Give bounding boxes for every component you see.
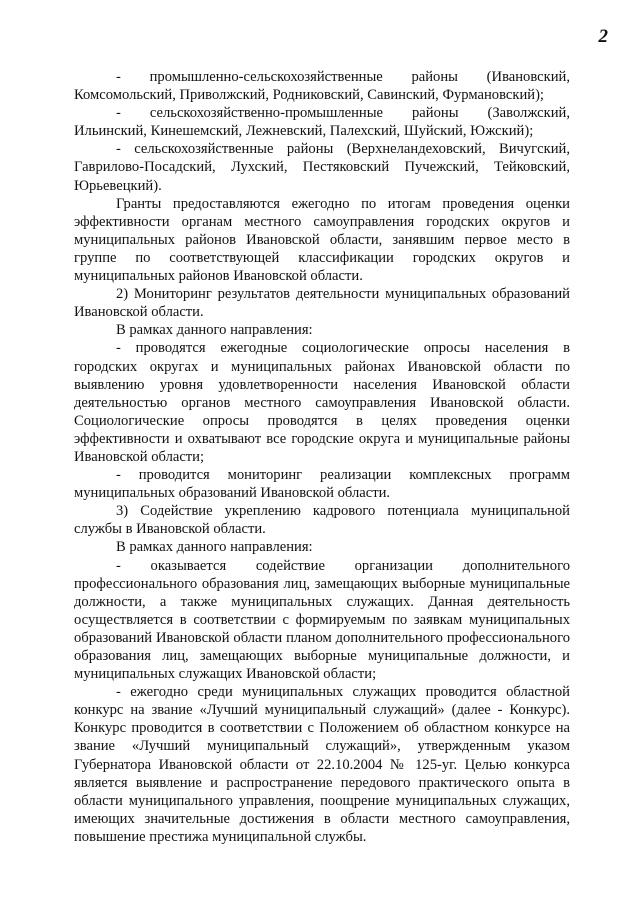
paragraph-agricultural-districts: - сельскохозяйственные районы (Верхнеландеховский, Вичугский, Гаврилово-Посадский, Лухский, Пестяковский Пучежский, Тейковский, Юрьевецкий). bbox=[74, 141, 570, 194]
paragraph-program-monitoring: - проводится мониторинг реализации комплексных программ муниципальных образований Ивановской области. bbox=[74, 467, 570, 502]
paragraph-professional-education: - оказывается содействие организации дополнительного профессионального образования лиц, замещающих выборные муниципальные должности, а также муниципальных служащих. Данная деятельность осуществляется в соответствии с формируемым по заявкам муниципальных образований Ивановской области планом дополнительного профессионального образования лиц, замещающих выборные муниципальные должности, и муниципальных служащих Ивановской области; bbox=[74, 557, 570, 683]
paragraph-personnel-heading: 3) Содействие укреплению кадрового потенциала муниципальной службы в Ивановской области. bbox=[74, 503, 570, 538]
paragraph-agricultural-industrial-districts: - сельскохозяйственно-промышленные районы (Заволжский, Ильинский, Кинешемский, Лежневский, Палехский, Шуйский, Южский); bbox=[74, 105, 570, 140]
document-body bbox=[74, 68, 570, 846]
paragraph-industrial-agricultural-districts: - промышленно-сельскохозяйственные районы (Ивановский, Комсомольский, Приволжский, Родниковский, Савинский, Фурмановский); bbox=[74, 69, 570, 104]
paragraph-direction-intro: В рамках данного направления: bbox=[116, 322, 313, 339]
page-number: 2 bbox=[598, 26, 608, 47]
paragraph-grants: Гранты предоставляются ежегодно по итогам проведения оценки эффективности органам местного самоуправления городских округов и муниципальных районов Ивановской области, занявшим первое место в группе по соответствующей классификации городских округов и муниципальных районов Ивановской области. bbox=[74, 195, 570, 285]
paragraph-best-servant-contest: - ежегодно среди муниципальных служащих проводится областной конкурс на звание «Лучший муниципальный служащий» (далее - Конкурс). Конкурс проводится в соответствии с Положением об областном конкурсе на звание «Лучший муниципальный служащий», утвержденным указом Губернатора Ивановской области от 22.10.2004 № 125-уг. Целью конкурса является выявление и распространение передового практического опыта в области муниципального управления, поощрение муниципальных служащих, имеющих значительные достижения в области местного самоуправления, повышение престижа муниципальной службы. bbox=[74, 684, 570, 845]
paragraph-sociological-surveys: - проводятся ежегодные социологические опросы населения в городских округах и муниципальных районах Ивановской области по выявлению уровня удовлетворенности населения Ивановской области деятельностью органов местного самоуправления Ивановской области. Социологические опросы проводятся в целях проведения оценки эффективности и охватывают все городские округа и муниципальные районы Ивановской области; bbox=[74, 340, 570, 465]
paragraph-monitoring-heading: 2) Мониторинг результатов деятельности муниципальных образований Ивановской области. bbox=[74, 286, 570, 321]
paragraph-direction-intro-2: В рамках данного направления: bbox=[116, 539, 313, 556]
